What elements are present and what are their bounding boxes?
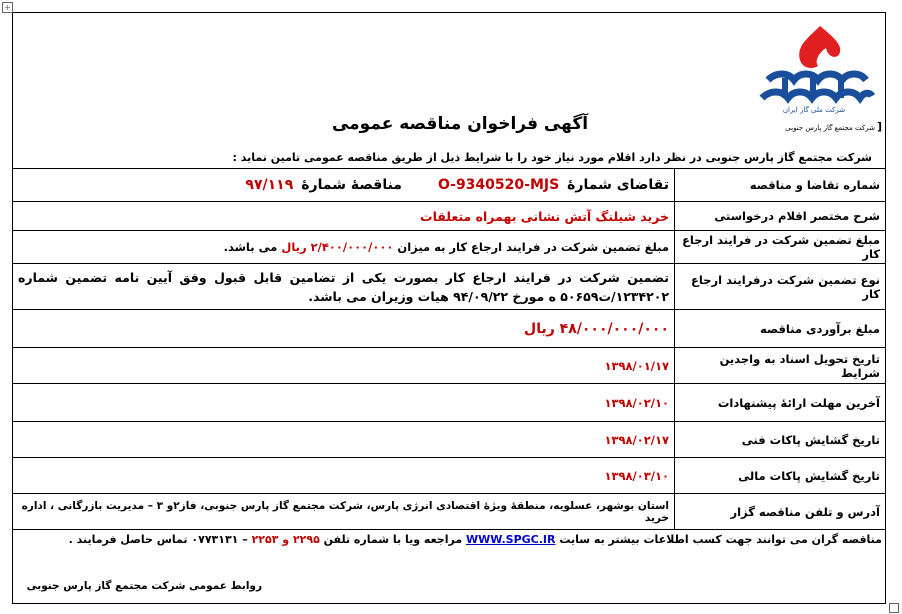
footer-contact: مناقصه گران می توانند جهت کسب اطلاعات بیشتر به سایت WWW.SPGC.IR مراجعه ویا با شماره تلفن ۲۲۹۵ و ۲۲۵۳ – ۰۷۷۳۱۳۱ تماس حاصل فرمایند . bbox=[68, 533, 882, 546]
row-label: آخرین مهلت ارائۀ پیشنهادات bbox=[675, 384, 886, 422]
page-title: آگهی فراخوان مناقصه عمومی bbox=[331, 114, 589, 134]
row-value: ۱۳۹۸/۰۲/۱۷ bbox=[13, 422, 675, 458]
row-value: خرید شیلنگ آتش نشانی بهمراه متعلقات bbox=[13, 202, 675, 231]
row-label: شماره تقاضا و مناقصه bbox=[675, 169, 886, 202]
row-label: تاریخ گشایش پاکات مالی bbox=[675, 458, 886, 494]
row-value: تضمین شرکت در فرایند ارجاع کار بصورت یکی از تضامین قابل قبول وفق آیین نامه تضمین شماره ۱۲۳۴۲۰۲/ت۵۰۶۵۹ ه مورخ ۹۴/۰۹/۲۲ هیات وزیران می باشد. bbox=[13, 264, 675, 310]
table-row bbox=[13, 458, 886, 494]
signature: روابط عمومی شرکت مجتمع گاز پارس جنوبی bbox=[26, 580, 262, 592]
tender-number: ۹۷/۱۱۹ bbox=[245, 177, 294, 193]
row-value bbox=[13, 231, 675, 264]
table-row bbox=[13, 169, 886, 202]
table-row bbox=[13, 494, 886, 530]
tender-label: مناقصۀ شمارۀ bbox=[301, 177, 402, 193]
table-row bbox=[13, 384, 886, 422]
table-row bbox=[13, 231, 886, 264]
request-label: تقاضای شمارۀ bbox=[567, 177, 669, 193]
row-value: ۴۸/۰۰۰/۰۰۰/۰۰۰ ریال bbox=[13, 310, 675, 348]
table-row bbox=[13, 348, 886, 384]
tender-table bbox=[12, 168, 886, 530]
table-row bbox=[13, 310, 886, 348]
logo-subcaption: [شرکت مجتمع گاز پارس جنوبی bbox=[785, 120, 882, 133]
row-label: مبلغ برآوردی مناقصه bbox=[675, 310, 886, 348]
website-link[interactable]: WWW.SPGC.IR bbox=[465, 533, 556, 546]
row-label: مبلغ تضمین شرکت در فرایند ارجاع کار bbox=[675, 231, 886, 264]
row-label: شرح مختصر اقلام درخواستی bbox=[675, 202, 886, 231]
table-row bbox=[13, 202, 886, 231]
phone-extensions: ۲۲۹۵ و ۲۲۵۳ bbox=[251, 533, 320, 546]
row-label: نوع تضمین شرکت درفرایند ارجاع کار bbox=[675, 264, 886, 310]
nigc-logo bbox=[748, 22, 878, 132]
move-handle-icon[interactable]: + bbox=[2, 2, 13, 13]
flame-icon bbox=[799, 26, 840, 68]
request-number: O-9340520-MJS bbox=[437, 177, 560, 193]
logo-caption: شرکت ملی گاز ایران bbox=[782, 106, 846, 114]
row-label: تاریخ گشایش پاکات فنی bbox=[675, 422, 886, 458]
row-value: ۱۳۹۸/۰۳/۱۰ bbox=[13, 458, 675, 494]
row-value: ۱۳۹۸/۰۲/۱۰ bbox=[13, 384, 675, 422]
phone-number: – ۰۷۷۳۱۳۱ bbox=[191, 533, 248, 546]
row-label: تاریخ تحویل اسناد به واجدین شرایط bbox=[675, 348, 886, 384]
row-label: آدرس و تلفن مناقصه گزار bbox=[675, 494, 886, 530]
intro-text: شرکت مجتمع گاز پارس جنوبی در نظر دارد اقلام مورد نیاز خود را با شرایط ذیل از طریق مناقصه عمومی تامین نماید : bbox=[232, 151, 872, 164]
row-value: ۱۳۹۸/۰۱/۱۷ bbox=[13, 348, 675, 384]
resize-handle-icon[interactable] bbox=[889, 603, 899, 613]
row-value bbox=[13, 169, 675, 202]
guarantee-prefix: مبلغ تضمین شرکت در فرایند ارجاع کار به میزان bbox=[397, 240, 669, 254]
row-value: استان بوشهر، عسلویه، منطقۀ ویژۀ اقتصادی انرژی پارس، شرکت مجتمع گاز پارس جنوبی، فاز۲و ۳ – مدیریت بازرگانی ، اداره خرید bbox=[13, 494, 675, 530]
guarantee-amount: ۲/۴۰۰/۰۰۰/۰۰۰ ریال bbox=[281, 240, 394, 254]
table-row bbox=[13, 264, 886, 310]
guarantee-suffix: می باشد. bbox=[223, 240, 278, 254]
table-row bbox=[13, 422, 886, 458]
